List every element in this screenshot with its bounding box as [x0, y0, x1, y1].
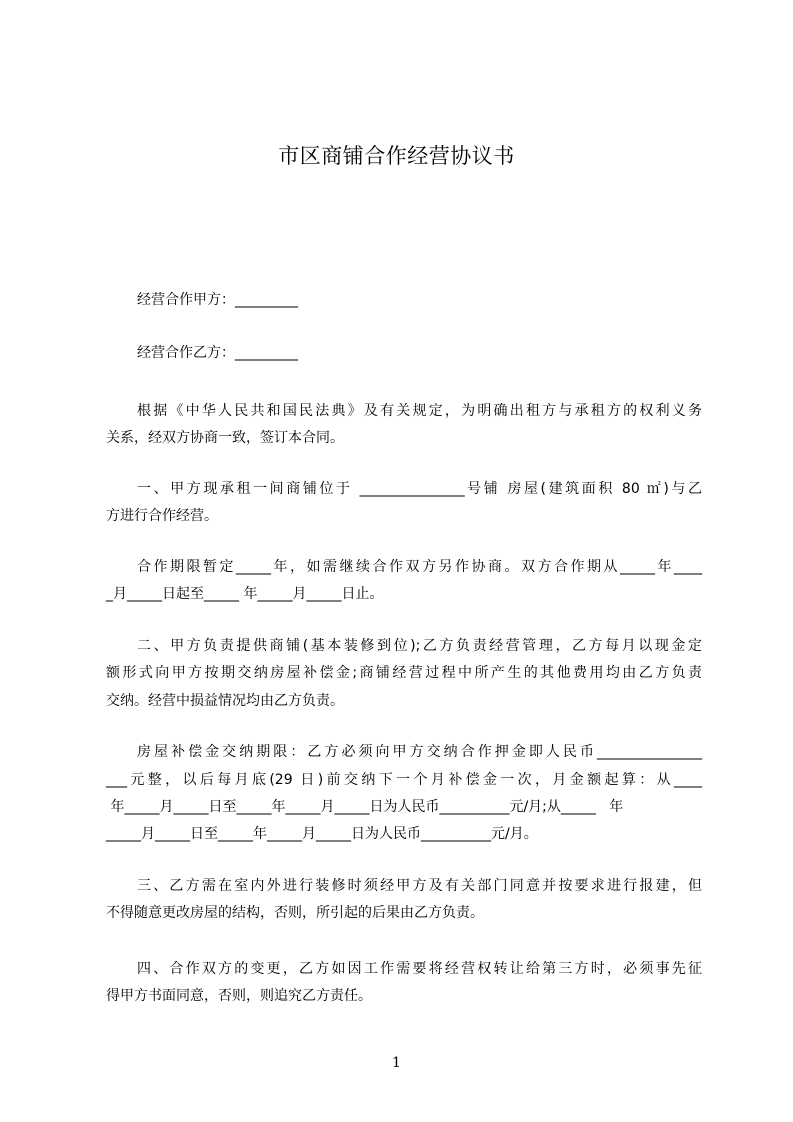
party-a-line: 经营合作甲方：_________: [137, 292, 298, 308]
clause2-line-2: 额形式向甲方按期交纳房屋补偿金;商铺经营过程中所产生的其他费用均由乙方负责: [106, 665, 702, 681]
payment-line-2: ___元整，以后每月底(29 日)前交纳下一个月补偿金一次，月金额起算：从____: [106, 772, 702, 788]
term-line-2: _月_____日起至_____ 年_____月_____日止。: [106, 586, 384, 602]
payment-line-3: 年_____月_____日至_____年_____月_____日为人民币__________元/月;从_____ 年: [106, 799, 624, 815]
clause1-line-2: 方进行合作经营。: [106, 508, 218, 524]
clause4-line-2: 得甲方书面同意，否则，则追究乙方责任。: [106, 988, 372, 1004]
clause4-line-1: 四、合作双方的变更，乙方如因工作需要将经营权转让给第三方时，必须事先征: [137, 961, 702, 977]
clause3-line-2: 不得随意更改房屋的结构，否则，所引起的后果由乙方负责。: [106, 905, 484, 921]
clause2-line-3: 交纳。经营中损益情况均由乙方负责。: [106, 693, 344, 709]
preamble-line-1: 根据《中华人民共和国民法典》及有关规定，为明确出租方与承租方的权利义务: [137, 403, 702, 419]
payment-line-1: 房屋补偿金交纳期限：乙方必须向甲方交纳合作押金即人民币_______________: [137, 744, 702, 760]
clause2-line-1: 二、甲方负责提供商铺(基本装修到位);乙方负责经营管理，乙方每月以现金定: [137, 638, 702, 654]
page-number: 1: [392, 1055, 401, 1071]
party-b-line: 经营合作乙方：_________: [137, 345, 298, 361]
term-line-1: 合作期限暂定_____年，如需继续合作双方另作协商。双方合作期从_____年____: [137, 559, 702, 575]
preamble-line-2: 关系，经双方协商一致，签订本合同。: [106, 430, 344, 446]
clause3-line-1: 三、乙方需在室内外进行装修时须经甲方及有关部门同意并按要求进行报建，但: [137, 878, 702, 894]
document-title: 市区商铺合作经营协议书: [278, 144, 515, 168]
payment-line-4: _____月_____日至_____年_____月_____日为人民币__________元/月。: [106, 826, 538, 842]
clause1-line-1: 一、甲方现承租一间商铺位于 _______________号铺 房屋(建筑面积 80 ㎡)与乙: [137, 481, 702, 497]
